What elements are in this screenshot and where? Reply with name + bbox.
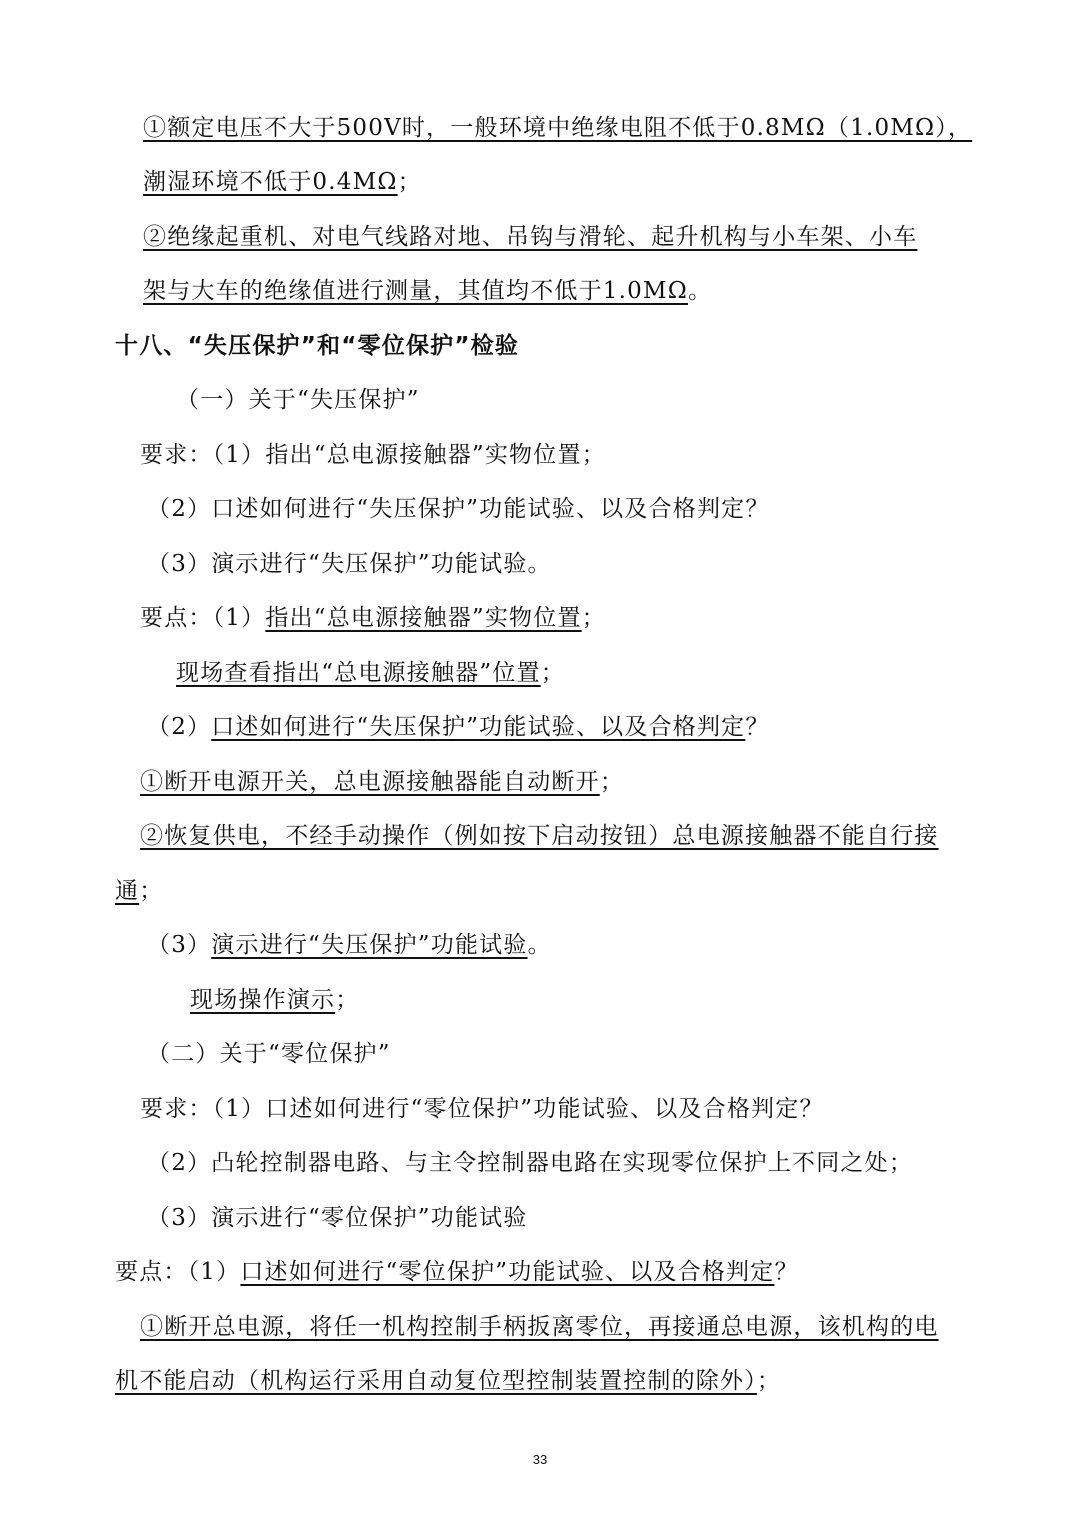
line-text: 。 <box>688 278 713 304</box>
line-text: 。 <box>527 932 552 958</box>
text-line <box>115 1364 781 1398</box>
line-text: 要点：（1） <box>140 605 266 631</box>
line-text: ？ <box>745 714 770 740</box>
underlined-text: 通 <box>115 878 140 904</box>
text-line <box>147 492 770 526</box>
line-text: （2）凸轮控制器电路、与主令控制器电路在实现零位保护上不同之处； <box>147 1150 914 1176</box>
section-heading <box>115 329 519 363</box>
text-line <box>147 710 770 744</box>
page-number: 33 <box>532 1452 548 1467</box>
line-text: （一）关于“失压保护” <box>176 387 420 413</box>
line-text: 要求：（1）指出“总电源接触器”实物位置； <box>140 442 606 468</box>
line-text: （2） <box>147 714 212 740</box>
text-line <box>143 111 972 145</box>
underlined-text: 潮湿环境不低于0.4MΩ <box>143 169 398 195</box>
text-line <box>140 1092 824 1126</box>
line-text: ； <box>335 987 360 1013</box>
line-text: 十八、“失压保护”和“零位保护”检验 <box>115 333 520 359</box>
line-text: ？ <box>774 1259 799 1285</box>
text-line <box>140 438 606 472</box>
underlined-text: 口述如何进行“失压保护”功能试验、以及合格判定 <box>211 714 746 740</box>
underlined-text: 演示进行“失压保护”功能试验 <box>211 932 528 958</box>
line-text: （3） <box>147 932 212 958</box>
text-line <box>143 165 422 199</box>
line-text: 要点：（1） <box>115 1259 241 1285</box>
underlined-text: ②恢复供电，不经手动操作（例如按下启动按钮）总电源接触器不能自行接 <box>140 823 939 849</box>
underlined-text: 架与大车的绝缘值进行测量，其值均不低于1.0MΩ <box>143 278 688 304</box>
line-text: ； <box>540 660 565 686</box>
line-text: ； <box>756 1368 782 1394</box>
underlined-text: 机不能启动（机构运行采用自动复位型控制装置控制的除外） <box>115 1368 757 1394</box>
line-text: ； <box>599 769 625 795</box>
text-line <box>143 274 712 308</box>
text-line <box>176 383 420 417</box>
underlined-text: ②绝缘起重机、对电气线路对地、吊钩与滑轮、起升机构与小车架、小车 <box>143 224 918 250</box>
text-line <box>140 601 606 635</box>
line-text: （3）演示进行“零位保护”功能试验 <box>147 1205 528 1231</box>
underlined-text: ①断开电源开关，总电源接触器能自动断开 <box>140 769 600 795</box>
text-line <box>143 220 917 254</box>
text-line <box>190 983 359 1017</box>
text-line <box>147 1146 913 1180</box>
line-text: （2）口述如何进行“失压保护”功能试验、以及合格判定？ <box>147 496 770 522</box>
text-line <box>140 1310 939 1344</box>
line-text: ； <box>397 169 422 195</box>
underlined-text: 现场操作演示 <box>190 987 336 1013</box>
line-text: （二）关于“零位保护” <box>147 1041 391 1067</box>
text-line <box>115 1255 799 1289</box>
text-line <box>140 765 624 799</box>
text-line <box>147 928 552 962</box>
text-line <box>147 1201 528 1235</box>
text-line <box>147 547 552 581</box>
underlined-text: ①断开总电源，将任一机构控制手柄扳离零位，再接通总电源，该机构的电 <box>140 1314 939 1340</box>
text-line <box>140 819 939 853</box>
line-text: （3）演示进行“失压保护”功能试验。 <box>147 551 552 577</box>
underlined-text: 口述如何进行“零位保护”功能试验、以及合格判定 <box>240 1259 775 1285</box>
underlined-text: 现场查看指出“总电源接触器”位置 <box>176 660 541 686</box>
line-text: ； <box>139 878 164 904</box>
underlined-text: 指出“总电源接触器”实物位置 <box>265 605 582 631</box>
text-line <box>115 874 163 908</box>
underlined-text: ①额定电压不大于500V时，一般环境中绝缘电阻不低于0.8MΩ（1.0MΩ）， <box>143 115 973 141</box>
line-text: 要求：（1）口述如何进行“零位保护”功能试验、以及合格判定？ <box>140 1096 824 1122</box>
line-text: ； <box>581 605 606 631</box>
text-line <box>176 656 565 690</box>
text-line <box>147 1037 391 1071</box>
